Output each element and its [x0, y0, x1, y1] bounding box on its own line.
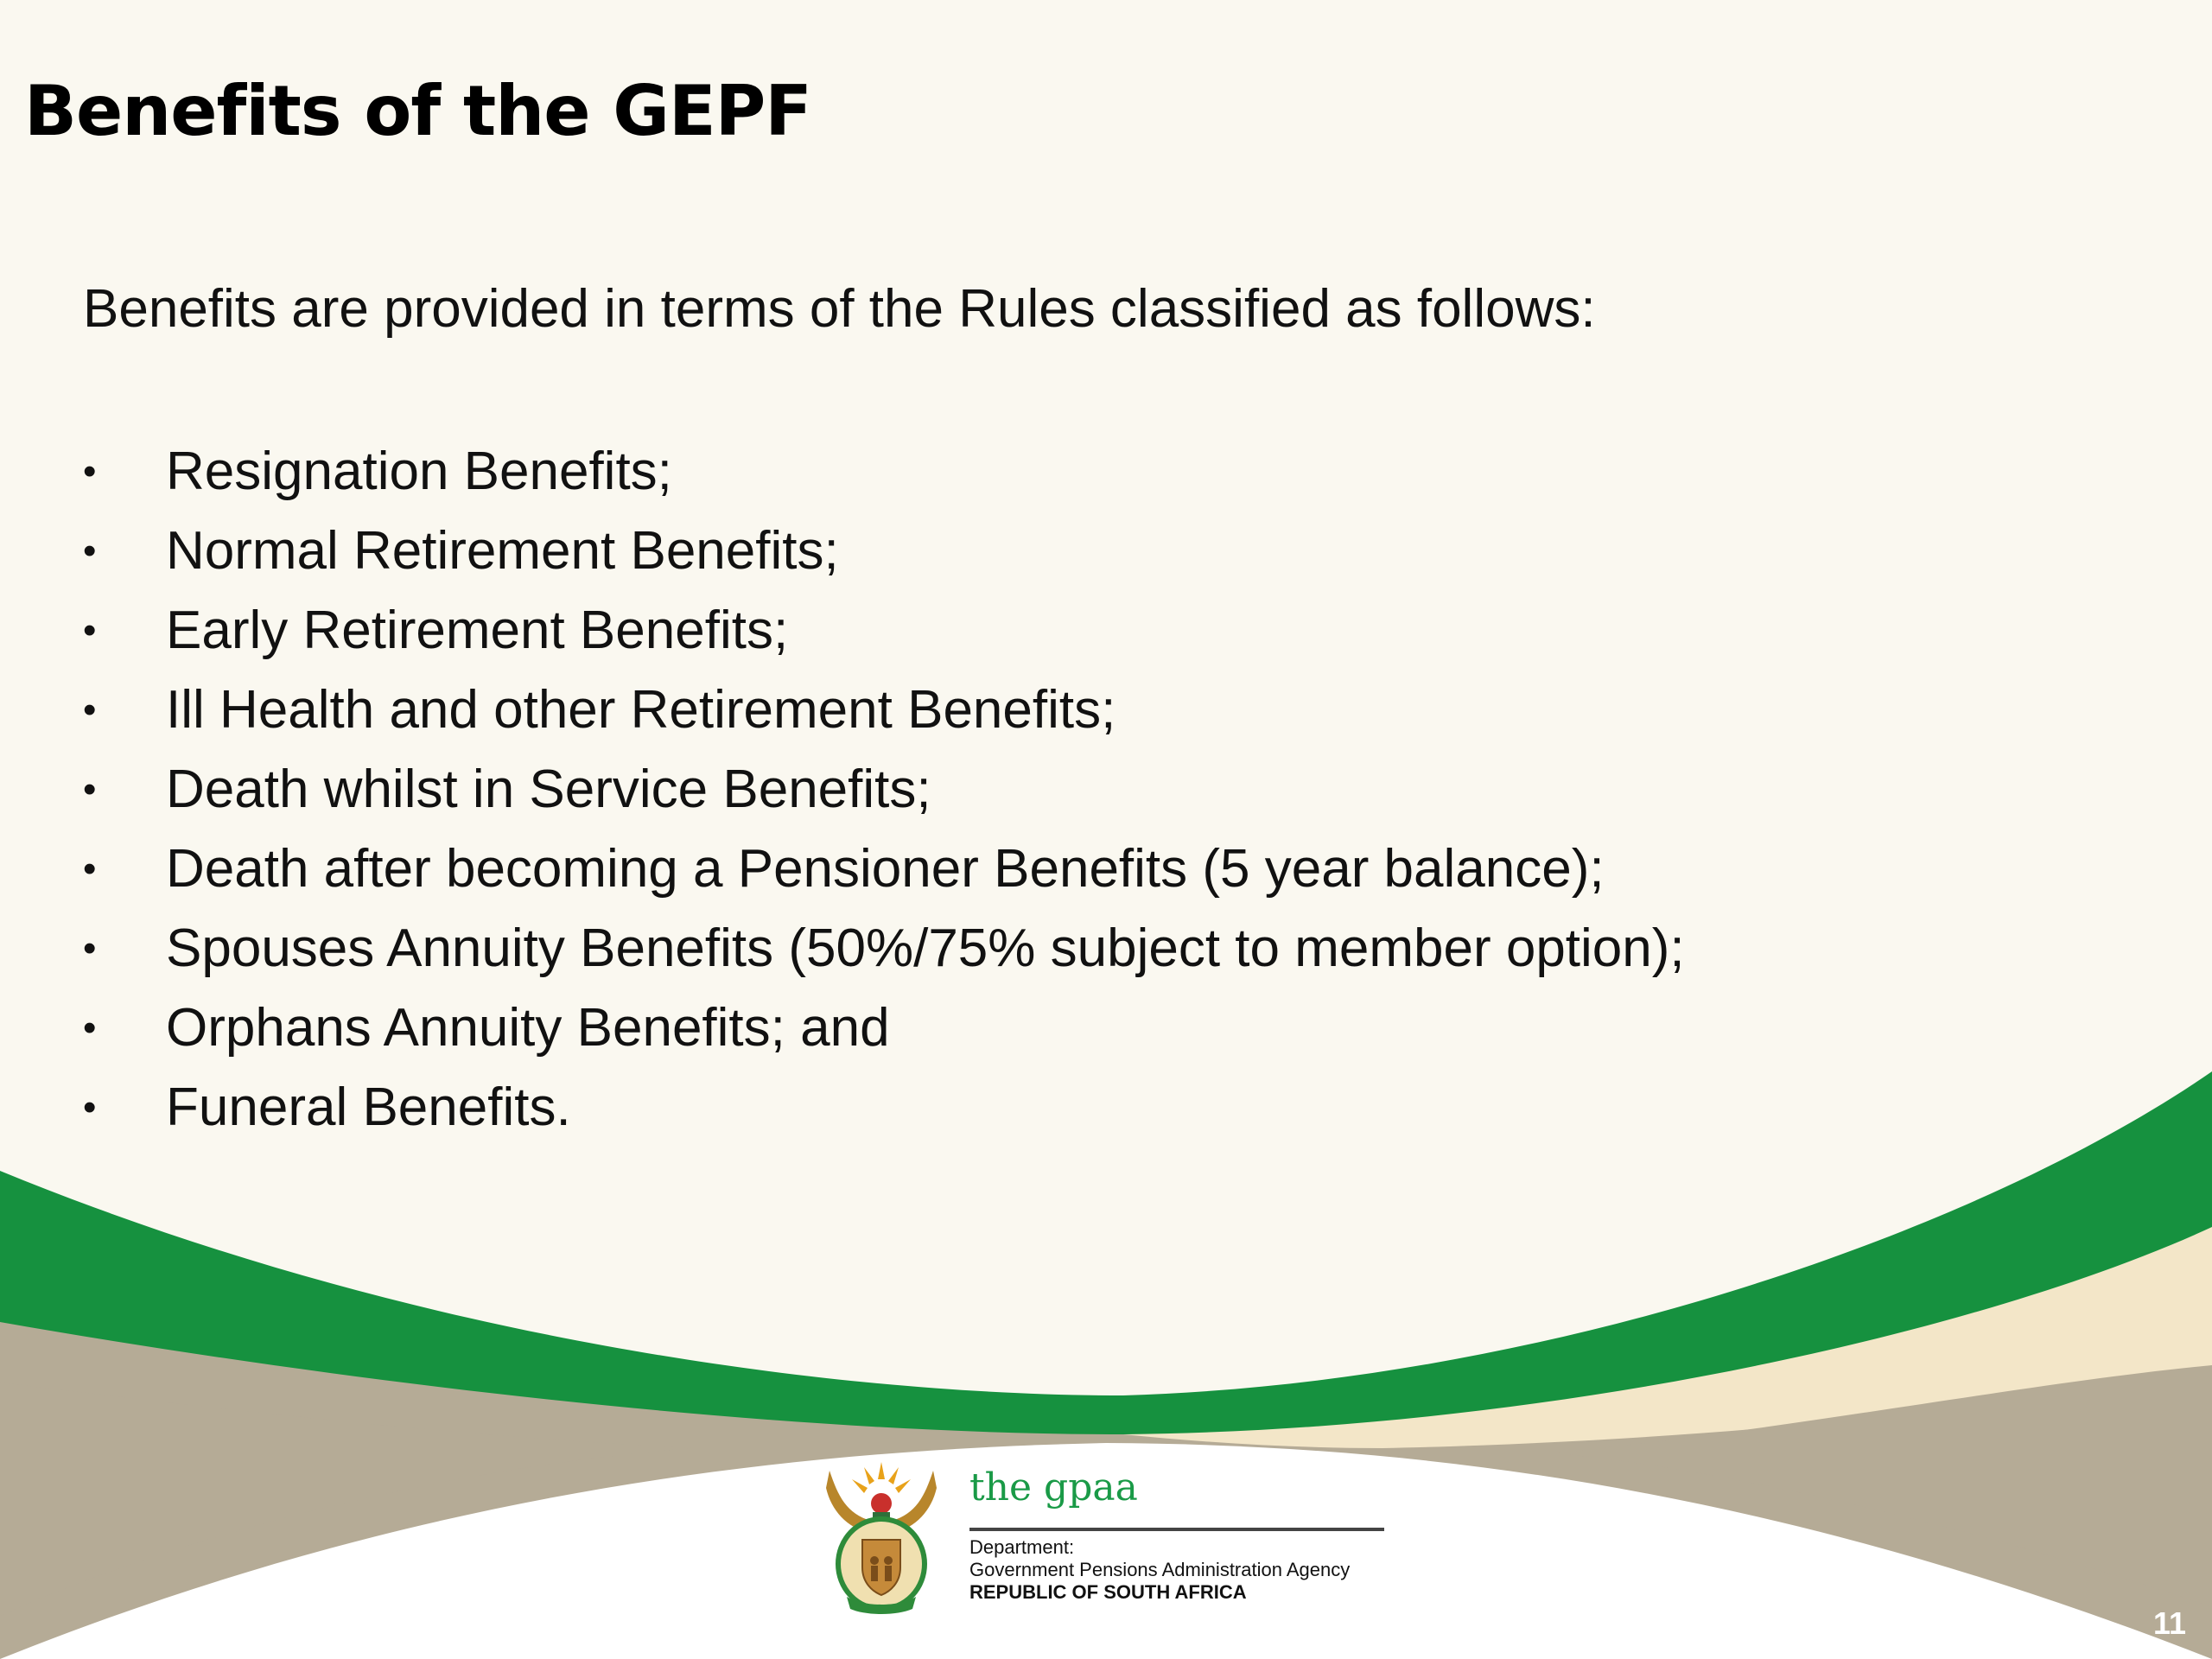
bullet-icon: •	[83, 768, 97, 810]
slide-title: Benefits of the GEPF	[24, 71, 811, 151]
bullet-icon: •	[83, 1086, 97, 1128]
coat-of-arms-icon	[821, 1453, 942, 1614]
bullet-icon: •	[83, 689, 97, 731]
list-item-text: Spouses Annuity Benefits (50%/75% subject to member option);	[166, 918, 1685, 978]
list-item-text: Early Retirement Benefits;	[166, 601, 789, 660]
bullet-icon: •	[83, 530, 97, 572]
gpaa-logo	[821, 1453, 1391, 1618]
bullet-icon: •	[83, 848, 97, 890]
department-label: Department:	[969, 1536, 1075, 1558]
list-item-text: Resignation Benefits;	[166, 442, 672, 501]
gpaa-brand-name: the gpaa	[969, 1465, 1138, 1510]
intro-text: Benefits are provided in terms of the Rules classified as follows:	[83, 279, 1596, 339]
bullet-icon: •	[83, 450, 97, 493]
sun-rays	[852, 1462, 911, 1493]
page-number: 11	[2152, 1605, 2186, 1641]
list-item-text: Ill Health and other Retirement Benefits;	[166, 680, 1116, 740]
bullet-icon: •	[83, 927, 97, 969]
country-name: REPUBLIC OF SOUTH AFRICA	[969, 1581, 1247, 1603]
bullet-icon: •	[83, 609, 97, 652]
brand-divider	[969, 1528, 1384, 1531]
list-item-text: Funeral Benefits.	[166, 1077, 571, 1137]
list-item-text: Normal Retirement Benefits;	[166, 521, 839, 581]
list-item-text: Death after becoming a Pensioner Benefits (5 year balance);	[166, 839, 1605, 899]
agency-name: Government Pensions Administration Agency	[969, 1559, 1351, 1580]
list-item-text: Orphans Annuity Benefits; and	[166, 998, 890, 1058]
bullet-icon: •	[83, 1007, 97, 1049]
list-item-text: Death whilst in Service Benefits;	[166, 760, 931, 819]
